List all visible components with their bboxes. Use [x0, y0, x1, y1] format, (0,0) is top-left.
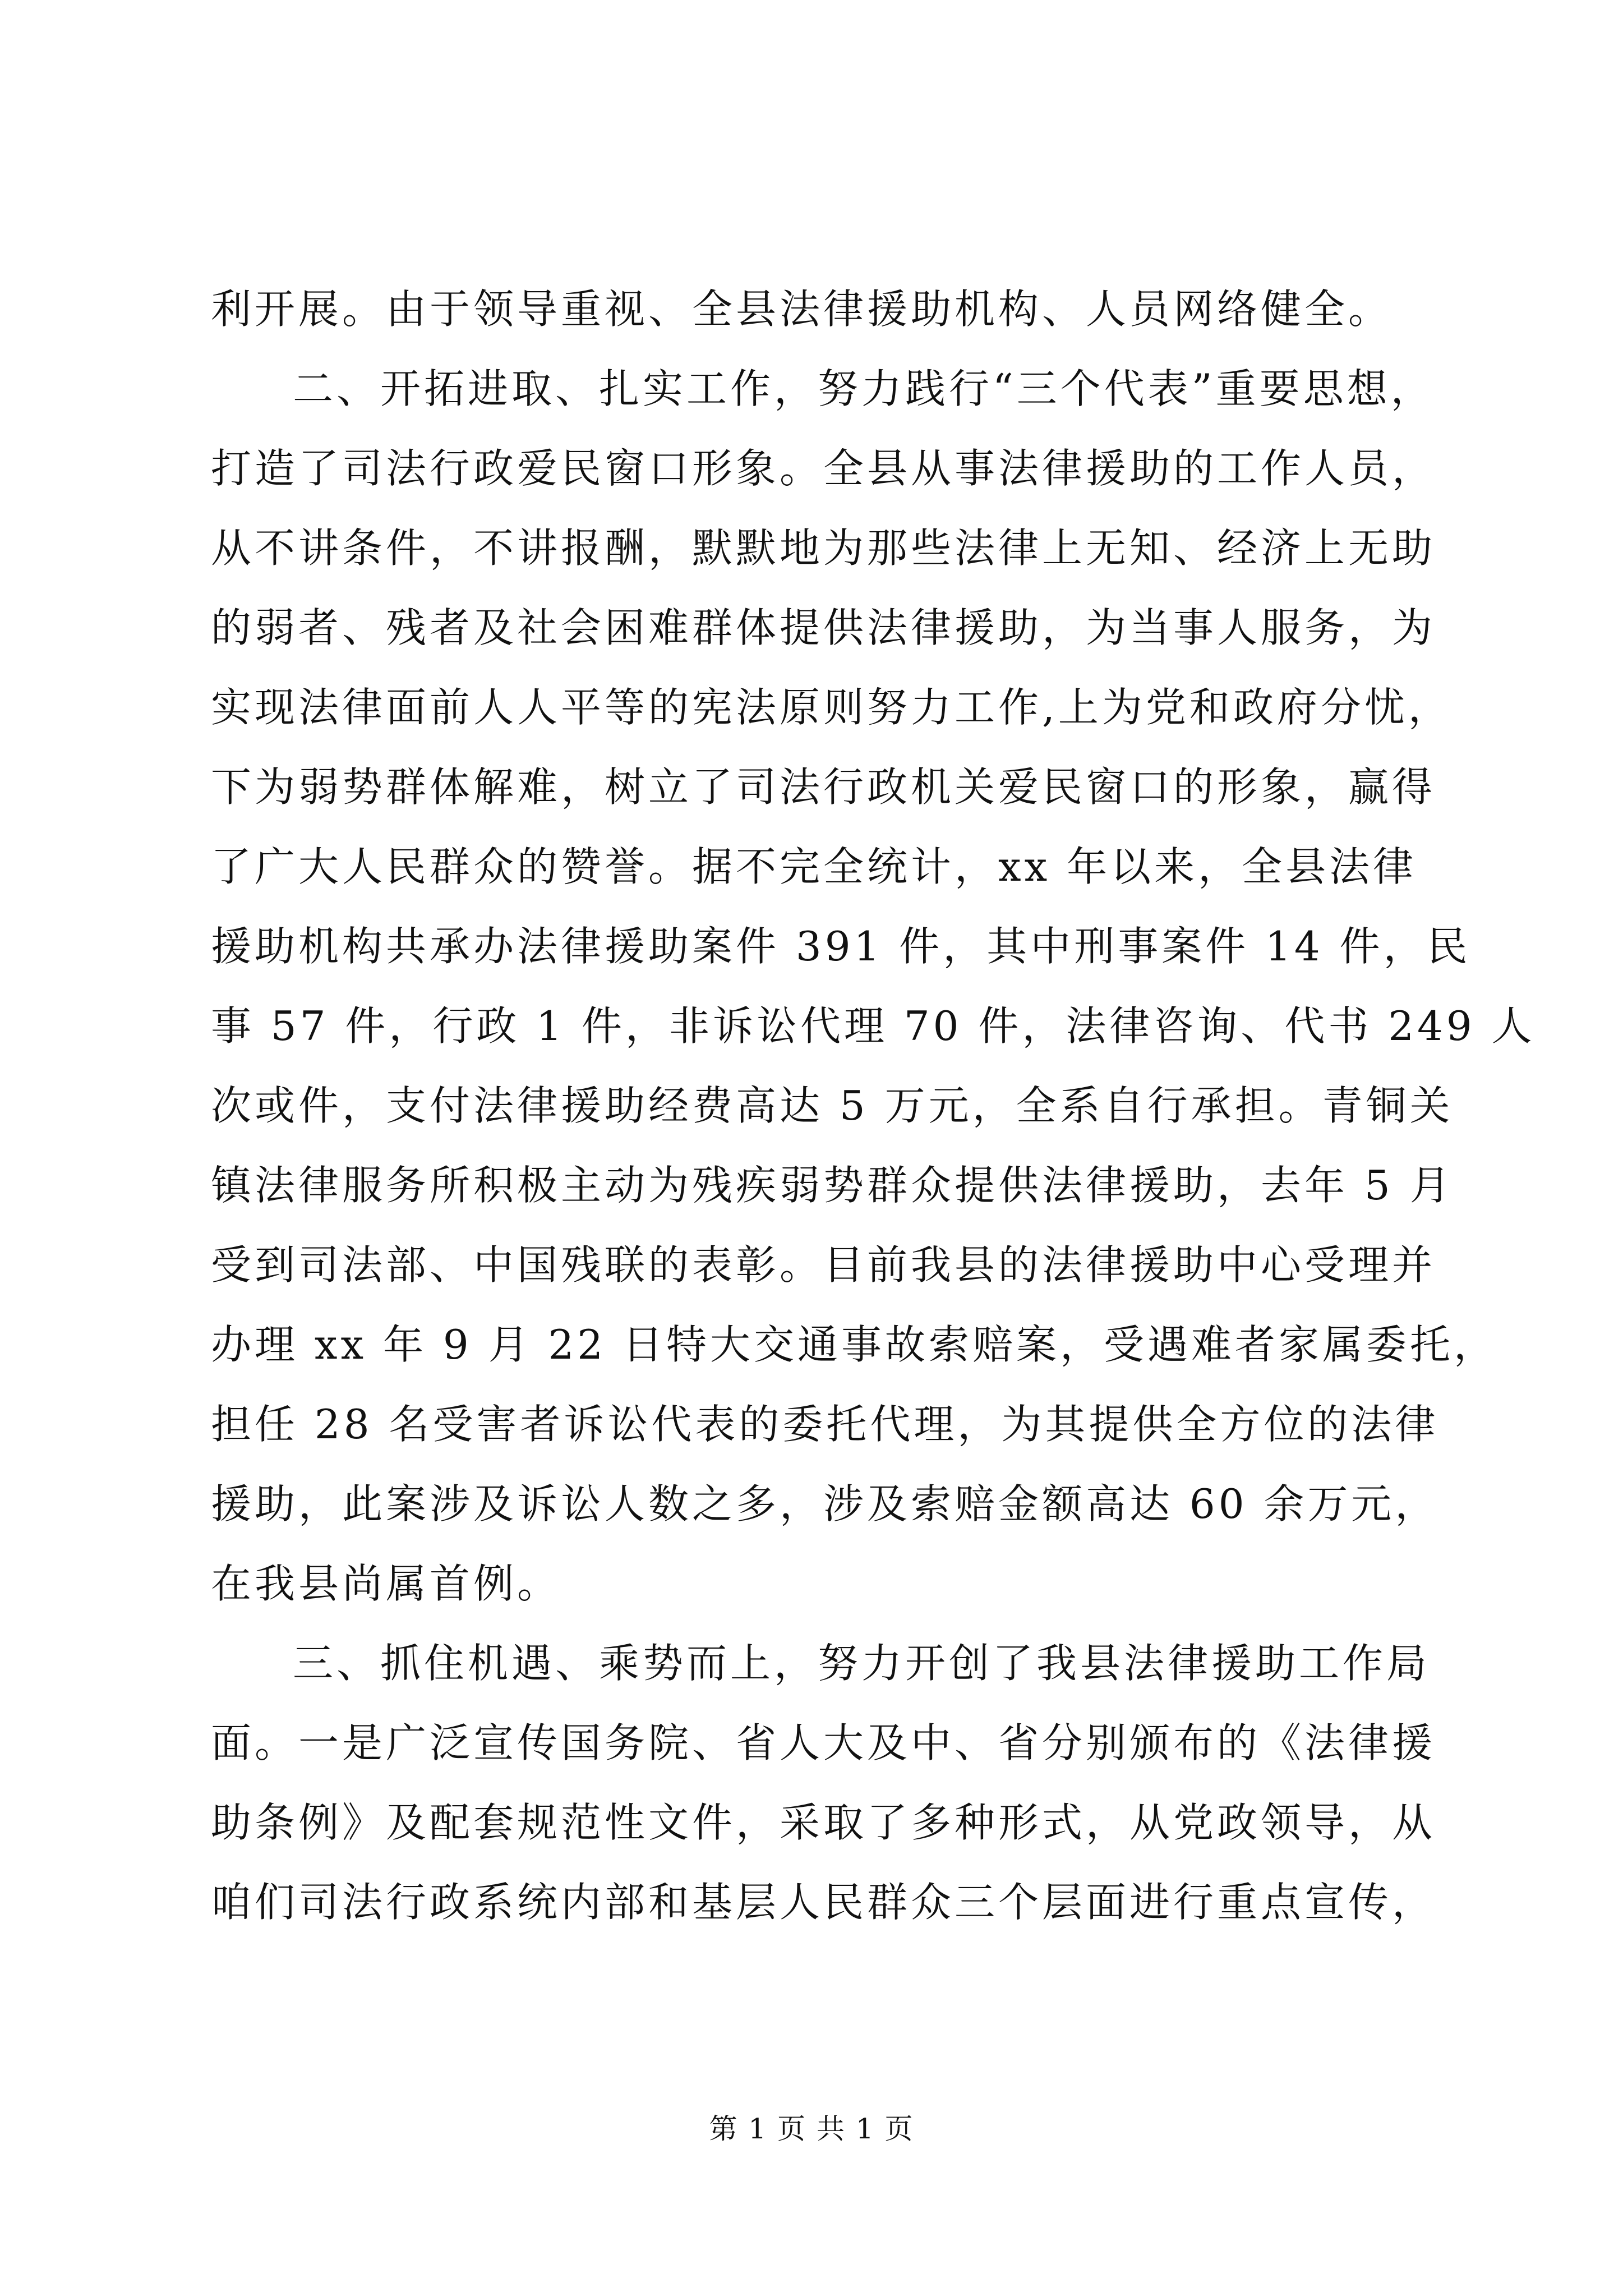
text-line: 下为弱势群体解难，树立了司法行政机关爱民窗口的形象，赢得 — [211, 763, 1436, 811]
text-line: 了广大人民群众的赞誉。据不完全统计，xx 年以来，全县法律 — [211, 843, 1417, 890]
text-line: 的弱者、残者及社会困难群体提供法律援助，为当事人服务，为 — [211, 604, 1436, 651]
text-line: 次或件，支付法律援助经费高达 5 万元，全系自行承担。青铜关 — [211, 1082, 1454, 1129]
document-body — [211, 269, 1536, 1942]
text-line: 事 57 件，行政 1 件，非诉讼代理 70 件，法律咨询、代书 249 人 — [211, 1002, 1536, 1050]
text-line: 援助，此案涉及诉讼人数之多，涉及索赔金额高达 60 余万元， — [211, 1480, 1439, 1527]
text-line: 援助机构共承办法律援助案件 391 件，其中刑事案件 14 件，民 — [211, 923, 1471, 970]
text-line: 打造了司法行政爱民窗口形象。全县从事法律援助的工作人员， — [211, 445, 1436, 492]
text-line: 咱们司法行政系统内部和基层人民群众三个层面进行重点宣传， — [211, 1879, 1436, 1926]
text-line: 在我县尚属首例。 — [211, 1560, 561, 1607]
text-line: 面。一是广泛宣传国务院、省人大及中、省分别颁布的《法律援 — [211, 1719, 1436, 1766]
text-line: 利开展。由于领导重视、全县法律援助机构、人员网络健全。 — [211, 286, 1393, 333]
text-line: 担任 28 名受害者诉讼代表的委托代理，为其提供全方位的法律 — [211, 1401, 1439, 1448]
page-footer: 第 1 页 共 1 页 — [709, 2113, 914, 2145]
text-line: 办理 xx 年 9 月 22 日特大交通事故索赔案，受遇难者家属委托， — [211, 1321, 1497, 1368]
text-line: 助条例》及配套规范性文件，采取了多种形式，从党政领导，从 — [211, 1799, 1436, 1846]
text-line: 三、抓住机遇、乘势而上，努力开创了我县法律援助工作局 — [293, 1640, 1431, 1687]
text-line: 实现法律面前人人平等的宪法原则努力工作,上为党和政府分忧， — [211, 684, 1452, 731]
text-line: 从不讲条件，不讲报酬，默默地为那些法律上无知、经济上无助 — [211, 524, 1436, 572]
text-line: 受到司法部、中国残联的表彰。目前我县的法律援助中心受理并 — [211, 1241, 1436, 1289]
text-line: 镇法律服务所积极主动为残疾弱势群众提供法律援助，去年 5 月 — [211, 1162, 1454, 1209]
text-line: 二、开拓进取、扎实工作，努力践行“三个代表”重要思想， — [293, 365, 1435, 412]
